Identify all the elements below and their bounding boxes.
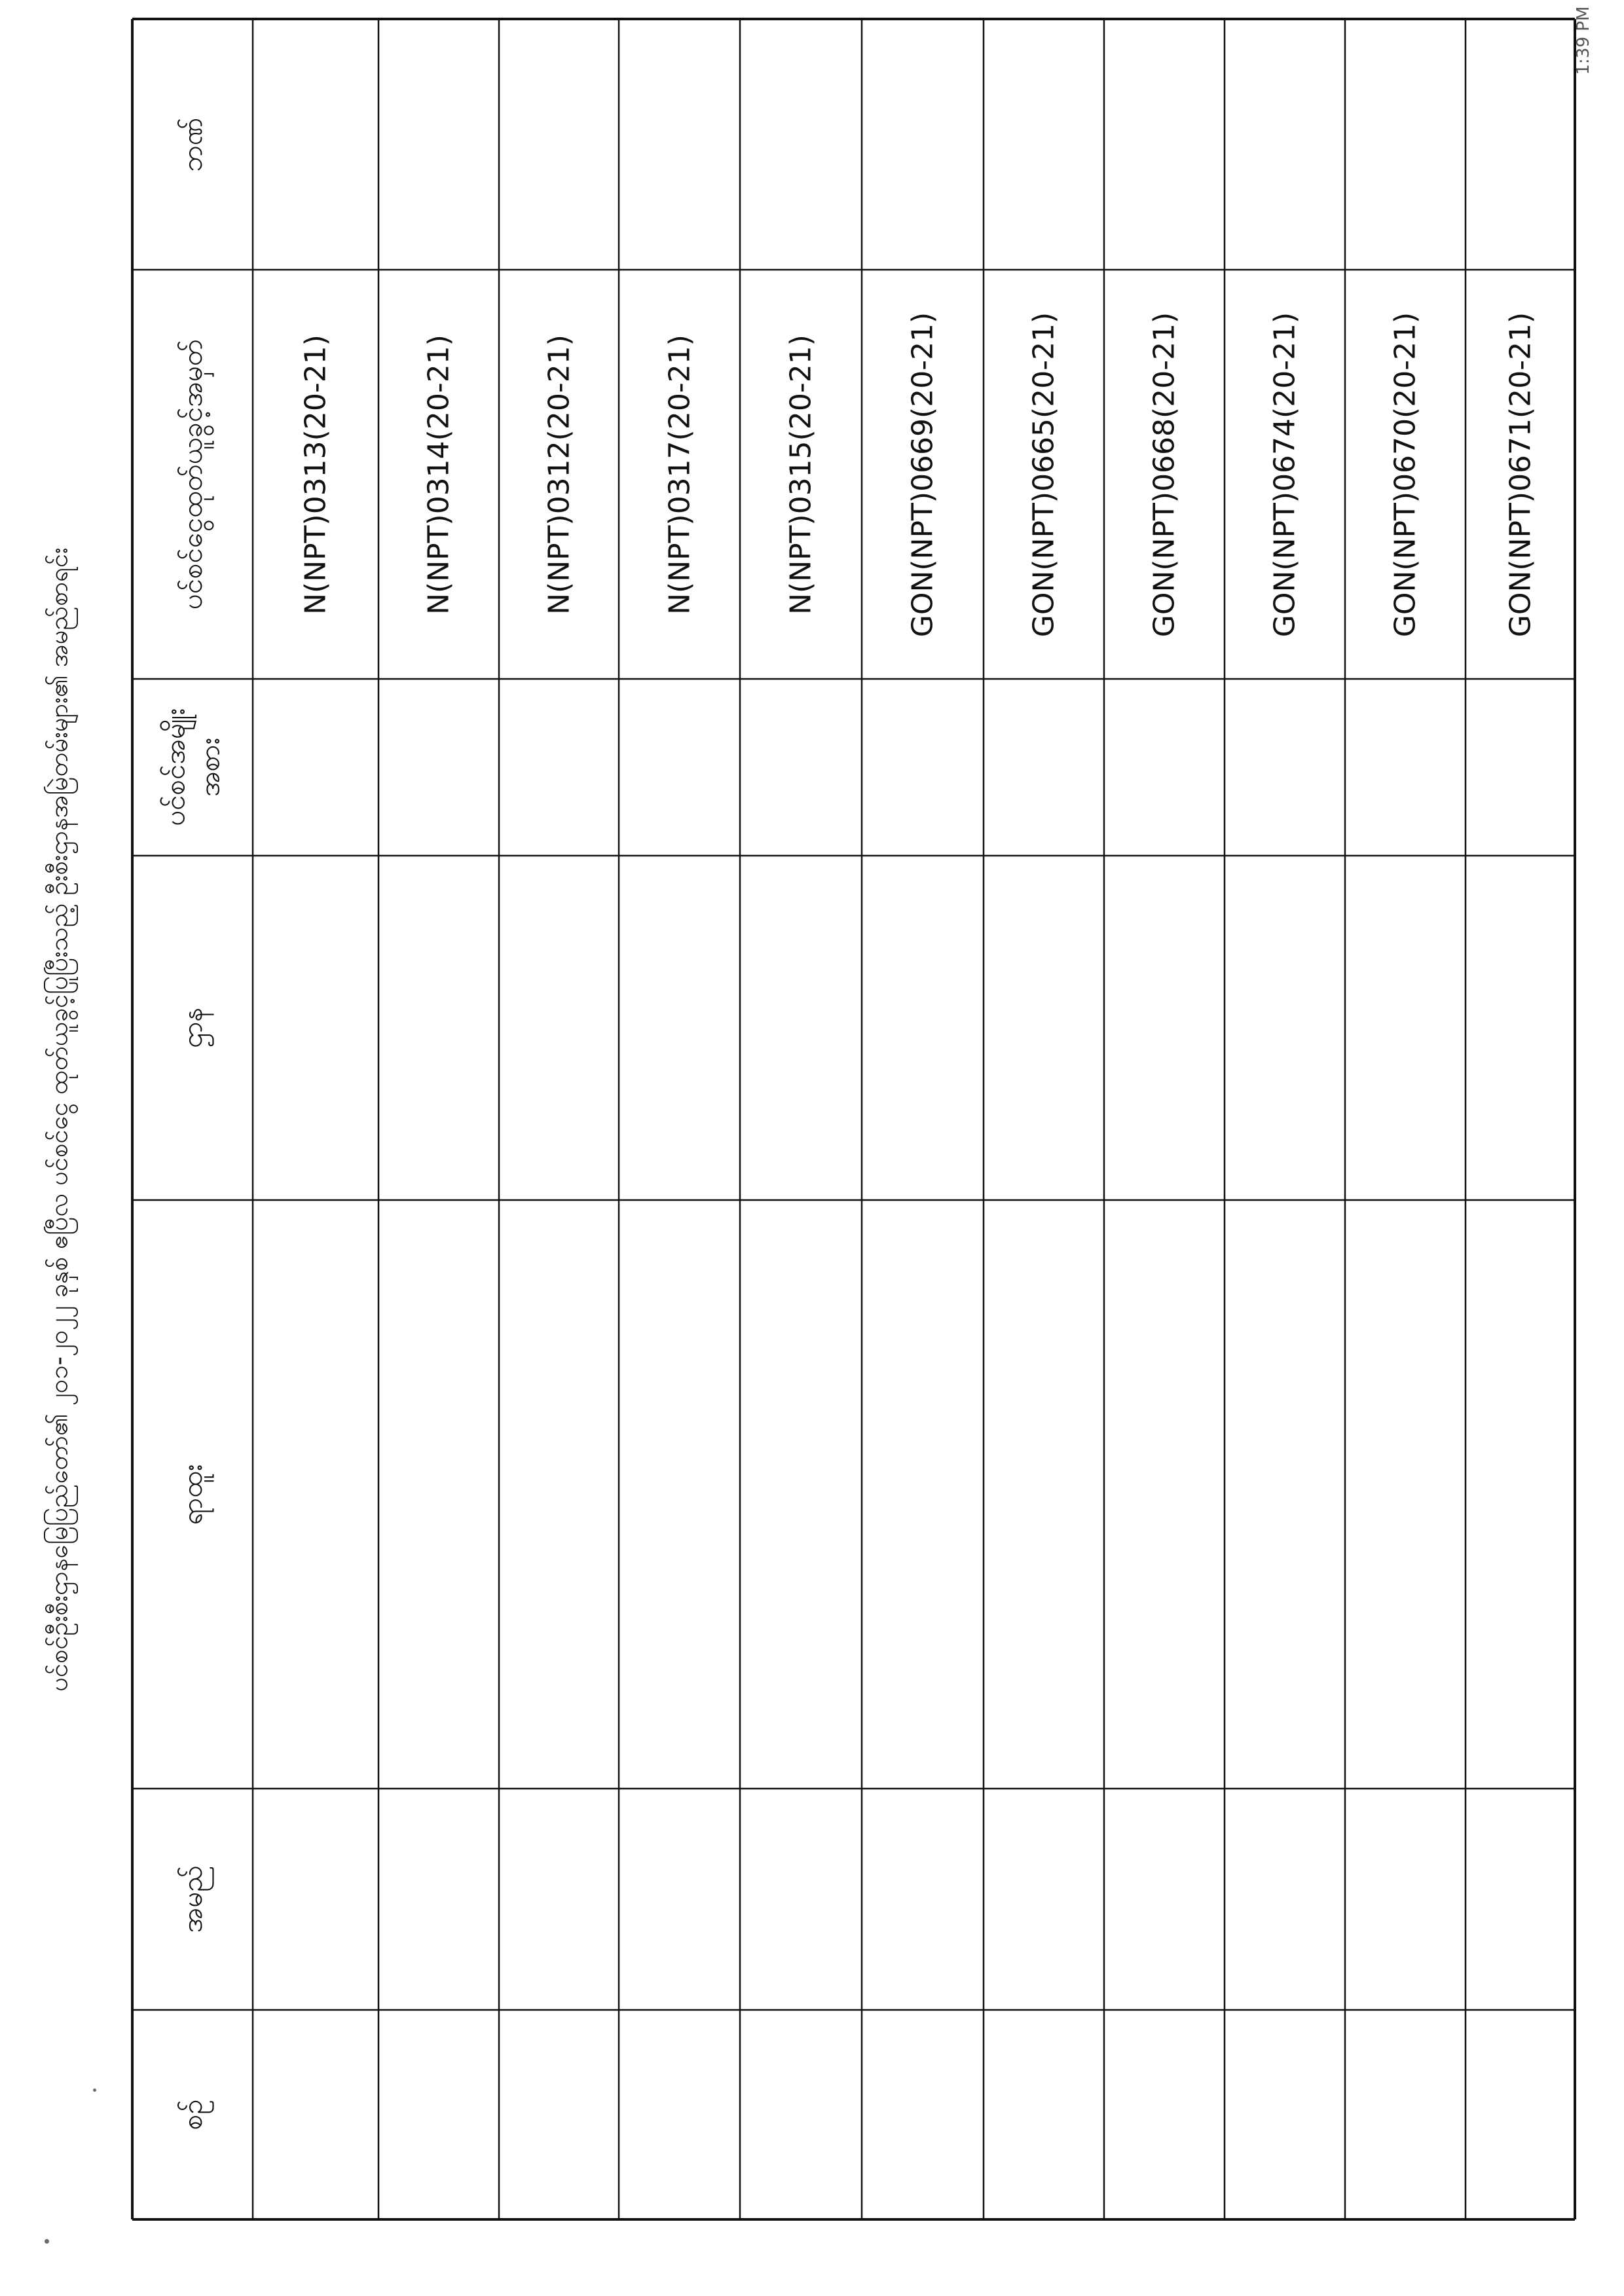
header-rank: ရာထူး [175, 1464, 208, 1525]
table-cell-license-no: GON(NPT)0674(20-21) [1268, 312, 1302, 637]
print-timestamp: 1:39 PM [1573, 6, 1593, 75]
header-department: ဌာန [175, 1007, 208, 1049]
table-cell-license-no: GON(NPT)0669(20-21) [906, 312, 940, 637]
table-cell-license-no: N(NPT)0317(20-21) [663, 334, 696, 615]
header-name: အမည် [175, 1865, 208, 1933]
scan-speck [45, 2239, 49, 2244]
table-cell-license-no: GON(NPT)0665(20-21) [1027, 312, 1061, 637]
header-no: စဉ် [175, 2099, 208, 2130]
header-license-no: ပင်စင်ငွေထုတ်ယူခွင့်အမှတ် [175, 339, 208, 610]
scan-speck [93, 2088, 96, 2092]
table-cell-license-no: N(NPT)0312(20-21) [542, 334, 576, 615]
document-title: ပင်စင်ဦးစီးဌာနမြေပြည်တော်၏ ၂၀၁-၂၀၂၂ ခုနှစ် ဧပြီလ ပင်စင်ငွေ ထုတ်ယူခွင့်ပြုပြီးသည့် ဦးစီးဌာနအမြဲတမ်းများ၏ အမည်စာရင်း [44, 547, 73, 1692]
table-cell-license-no: N(NPT)0315(20-21) [784, 334, 818, 615]
table-cell-license-no: GON(NPT)0668(20-21) [1147, 312, 1181, 637]
table-cell-license-no: N(NPT)0313(20-21) [299, 334, 333, 615]
table-cell-license-no: GON(NPT)0670(20-21) [1388, 312, 1422, 637]
header-pension-type: ပင်စင်အမျိုးအစား [158, 708, 225, 827]
table-cell-license-no: N(NPT)0314(20-21) [422, 334, 456, 615]
header-township: ဘဏ် [175, 117, 208, 172]
table-cell-license-no: GON(NPT)0671(20-21) [1504, 312, 1537, 637]
